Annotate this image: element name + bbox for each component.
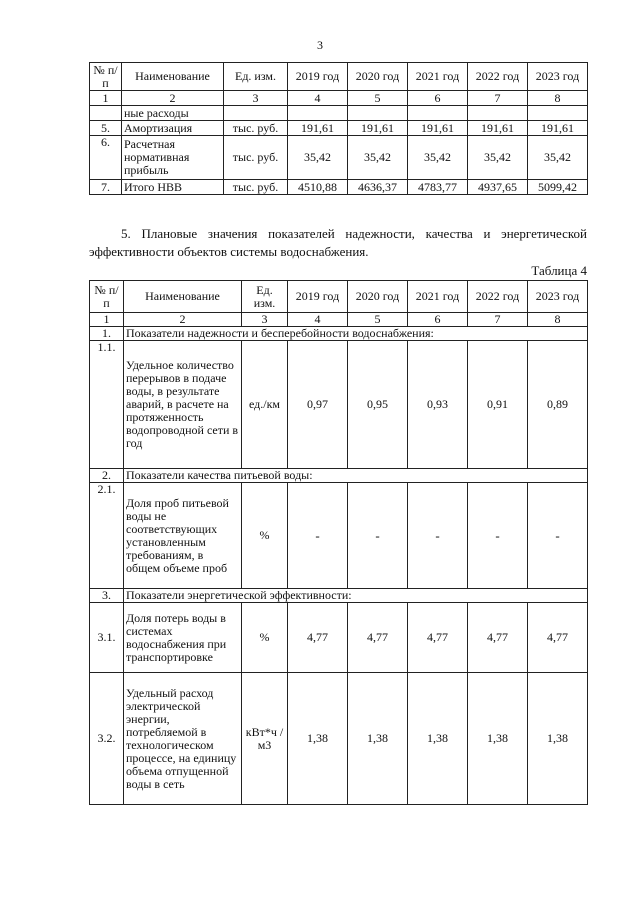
row-name: Удельное количество перерывов в подаче воды, в результате аварий, в расчете на протяженность водопроводной сети в год [124, 341, 242, 469]
row-value: 4636,37 [348, 180, 408, 195]
row-value: 4,77 [348, 603, 408, 673]
row-unit: тыс. руб. [224, 121, 288, 136]
table-caption: Таблица 4 [531, 263, 587, 278]
page-number: 3 [317, 38, 323, 52]
header-unit: Ед. изм. [224, 63, 288, 91]
header-year: 2021 год [408, 281, 468, 313]
row-number: 6. [90, 136, 122, 180]
row-value [288, 106, 348, 121]
section-number: 1. [90, 327, 124, 341]
column-number: 4 [288, 313, 348, 327]
row-name: Расчетная нормативная прибыль [122, 136, 224, 180]
row-value: 0,89 [528, 341, 588, 469]
row-value: - [288, 483, 348, 589]
row-value: 4510,88 [288, 180, 348, 195]
row-value: 35,42 [528, 136, 588, 180]
row-number: 5. [90, 121, 122, 136]
row-value: 1,38 [528, 673, 588, 805]
header-year: 2023 год [528, 63, 588, 91]
row-value: 5099,42 [528, 180, 588, 195]
row-value: 191,61 [288, 121, 348, 136]
row-value: - [528, 483, 588, 589]
table-header-row [90, 281, 588, 313]
header-year: 2019 год [288, 281, 348, 313]
row-value: - [348, 483, 408, 589]
row-value: 35,42 [288, 136, 348, 180]
row-number: 3.2. [90, 673, 124, 805]
section-title: Показатели энергетической эффективности: [124, 589, 588, 603]
row-value: - [408, 483, 468, 589]
column-number: 8 [528, 313, 588, 327]
section-number: 2. [90, 469, 124, 483]
column-number: 7 [468, 91, 528, 106]
row-value: 35,42 [468, 136, 528, 180]
row-value: 191,61 [468, 121, 528, 136]
row-name: Амортизация [122, 121, 224, 136]
row-value: 35,42 [348, 136, 408, 180]
row-value: 191,61 [408, 121, 468, 136]
row-name: ные расходы [122, 106, 224, 121]
section-title: Показатели качества питьевой воды: [124, 469, 588, 483]
column-number: 4 [288, 91, 348, 106]
row-unit [224, 106, 288, 121]
row-value: 191,61 [348, 121, 408, 136]
table-financial-continued [89, 62, 588, 195]
row-unit: тыс. руб. [224, 180, 288, 195]
row-name: Доля проб питьевой воды не соответствующих установленным требованиям, в общем объеме проб [124, 483, 242, 589]
row-value: 191,61 [528, 121, 588, 136]
header-name: Наименование [124, 281, 242, 313]
header-year: 2019 год [288, 63, 348, 91]
row-value: 35,42 [408, 136, 468, 180]
row-value: 0,93 [408, 341, 468, 469]
column-number-row [90, 91, 588, 106]
row-value: 1,38 [288, 673, 348, 805]
row-value: 4,77 [528, 603, 588, 673]
header-number: № п/п [90, 281, 124, 313]
row-number: 2.1. [90, 483, 124, 589]
row-value: 1,38 [468, 673, 528, 805]
row-number: 7. [90, 180, 122, 195]
header-year: 2020 год [348, 281, 408, 313]
column-number: 1 [90, 91, 122, 106]
table-row [90, 106, 588, 121]
column-number: 5 [348, 91, 408, 106]
table-row [90, 341, 588, 469]
row-name: Итого НВВ [122, 180, 224, 195]
section-number: 3. [90, 589, 124, 603]
row-value [528, 106, 588, 121]
row-value: - [468, 483, 528, 589]
row-value: 4783,77 [408, 180, 468, 195]
row-value [408, 106, 468, 121]
header-year: 2023 год [528, 281, 588, 313]
table-row [90, 136, 588, 180]
row-value: 4,77 [288, 603, 348, 673]
column-number: 1 [90, 313, 124, 327]
section-title: Показатели надежности и бесперебойности водоснабжения: [124, 327, 588, 341]
row-unit: % [242, 483, 288, 589]
table-row [90, 121, 588, 136]
section-paragraph: 5. Плановые значения показателей надежности, качества и энергетической эффективности объектов системы водоснабжения. [89, 226, 587, 259]
column-number: 2 [124, 313, 242, 327]
row-number: 3.1. [90, 603, 124, 673]
header-name: Наименование [122, 63, 224, 91]
table-row [90, 483, 588, 589]
column-number: 3 [224, 91, 288, 106]
row-number [90, 106, 122, 121]
column-number: 6 [408, 313, 468, 327]
row-unit: ед./км [242, 341, 288, 469]
row-name: Доля потерь воды в системах водоснабжения при транспортировке [124, 603, 242, 673]
section-row [90, 327, 588, 341]
row-unit: тыс. руб. [224, 136, 288, 180]
row-value: 0,91 [468, 341, 528, 469]
table-row [90, 603, 588, 673]
row-value: 4,77 [408, 603, 468, 673]
table-row [90, 180, 588, 195]
column-number: 3 [242, 313, 288, 327]
column-number: 2 [122, 91, 224, 106]
row-value: 1,38 [348, 673, 408, 805]
section-row [90, 589, 588, 603]
row-value [348, 106, 408, 121]
row-value: 1,38 [408, 673, 468, 805]
row-value: 4937,65 [468, 180, 528, 195]
row-name: Удельный расход электрической энергии, потребляемой в технологическом процессе, на единицу объема отпущенной воды в сеть [124, 673, 242, 805]
row-unit: кВт*ч /м3 [242, 673, 288, 805]
table-header-row [90, 63, 588, 91]
column-number: 8 [528, 91, 588, 106]
column-number-row [90, 313, 588, 327]
header-year: 2022 год [468, 63, 528, 91]
header-unit: Ед. изм. [242, 281, 288, 313]
row-unit: % [242, 603, 288, 673]
row-value: 0,97 [288, 341, 348, 469]
row-value: 0,95 [348, 341, 408, 469]
header-year: 2020 год [348, 63, 408, 91]
section-row [90, 469, 588, 483]
header-number: № п/п [90, 63, 122, 91]
column-number: 6 [408, 91, 468, 106]
column-number: 5 [348, 313, 408, 327]
header-year: 2021 год [408, 63, 468, 91]
table-row [90, 673, 588, 805]
table-indicators [89, 280, 588, 805]
row-number: 1.1. [90, 341, 124, 469]
header-year: 2022 год [468, 281, 528, 313]
row-value [468, 106, 528, 121]
row-value: 4,77 [468, 603, 528, 673]
column-number: 7 [468, 313, 528, 327]
